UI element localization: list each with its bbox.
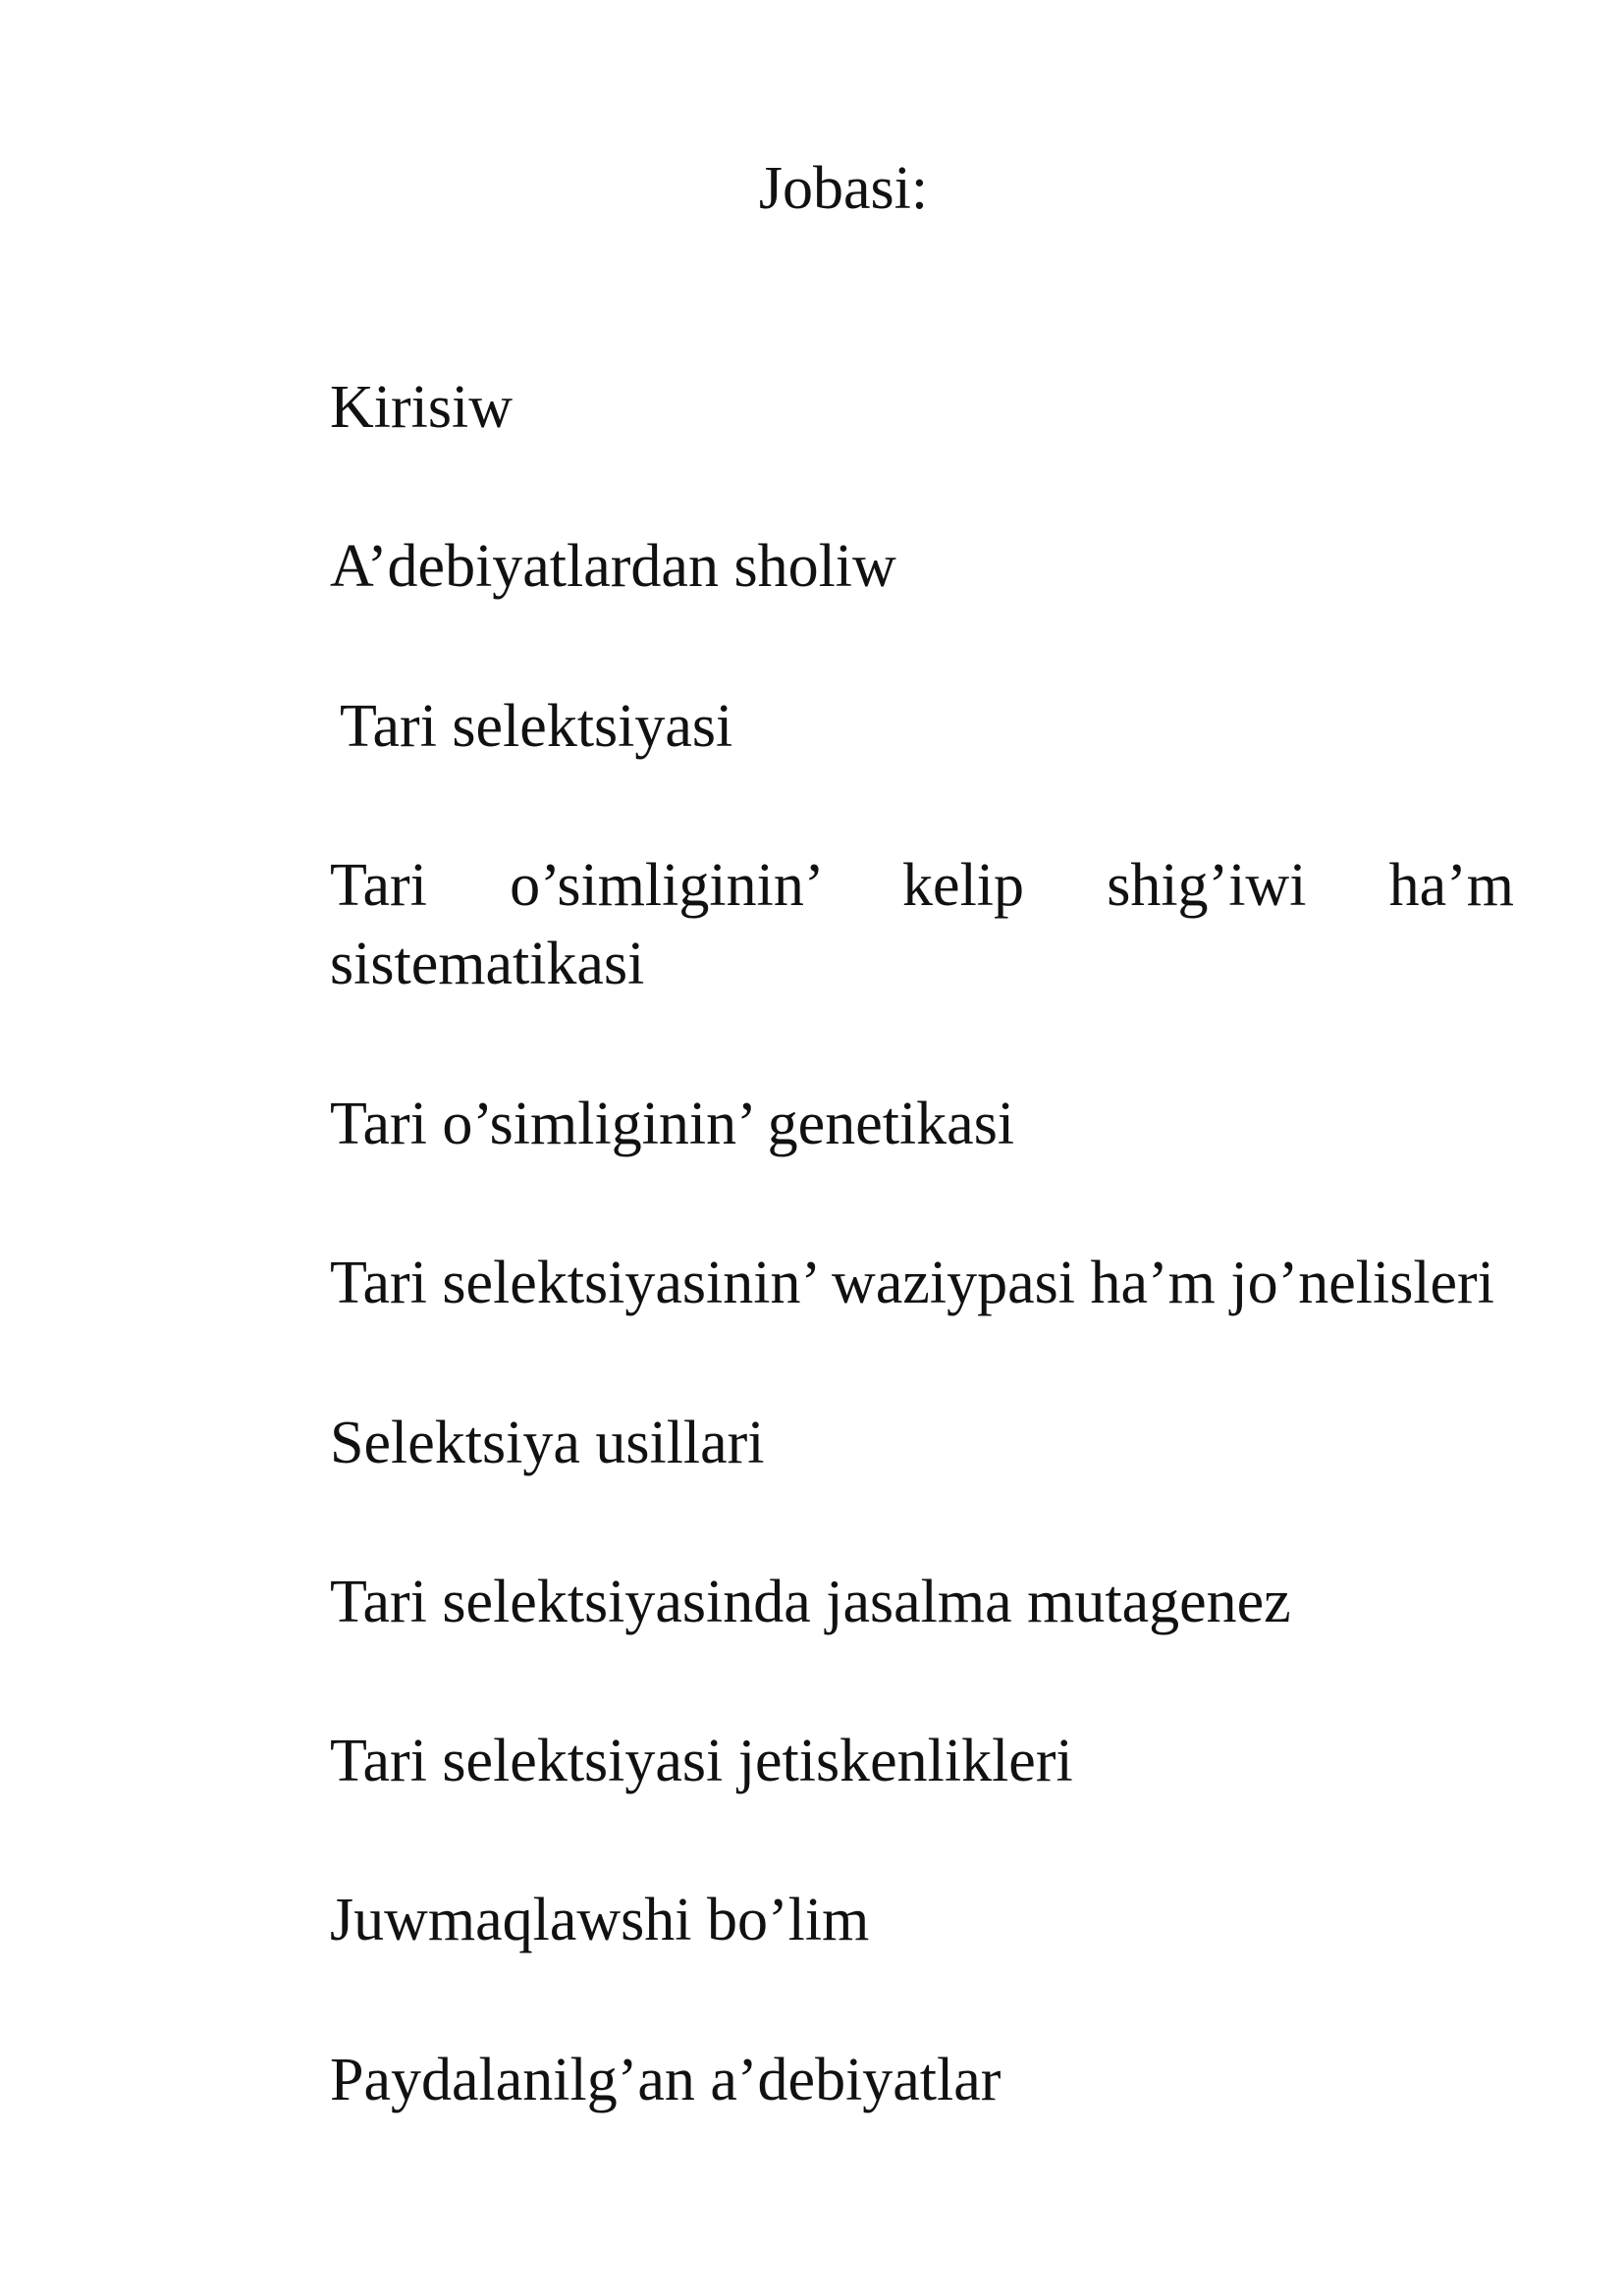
toc-item-origin-and-systematics: Tari o’simliginin’ kelip shig’iwi ha’m sistematikasi xyxy=(330,852,1514,997)
toc-item-tasks-and-directions: Tari selektsiyasinin’ waziypasi ha’m jo’nelisleri xyxy=(330,1250,1494,1316)
toc-item-literature-review: A’debiyatlardan sholiw xyxy=(330,533,896,600)
toc-item-genetics: Tari o’simliginin’ genetikasi xyxy=(330,1091,1015,1157)
toc-item-millet-breeding: Tari selektsiyasi xyxy=(340,693,733,760)
toc-item-introduction: Kirisiw xyxy=(330,374,513,441)
page-title: Jobasi: xyxy=(758,155,929,222)
toc-item-conclusion: Juwmaqlawshi bo’lim xyxy=(330,1887,870,1953)
toc-item-breeding-methods: Selektsiya usillari xyxy=(330,1410,765,1476)
toc-item-artificial-mutagenesis: Tari selektsiyasinda jasalma mutagenez xyxy=(330,1569,1291,1635)
toc-item-breeding-achievements: Tari selektsiyasi jetiskenlikleri xyxy=(330,1728,1073,1794)
toc-item-references: Paydalanilg’an a’debiyatlar xyxy=(330,2047,1001,2113)
